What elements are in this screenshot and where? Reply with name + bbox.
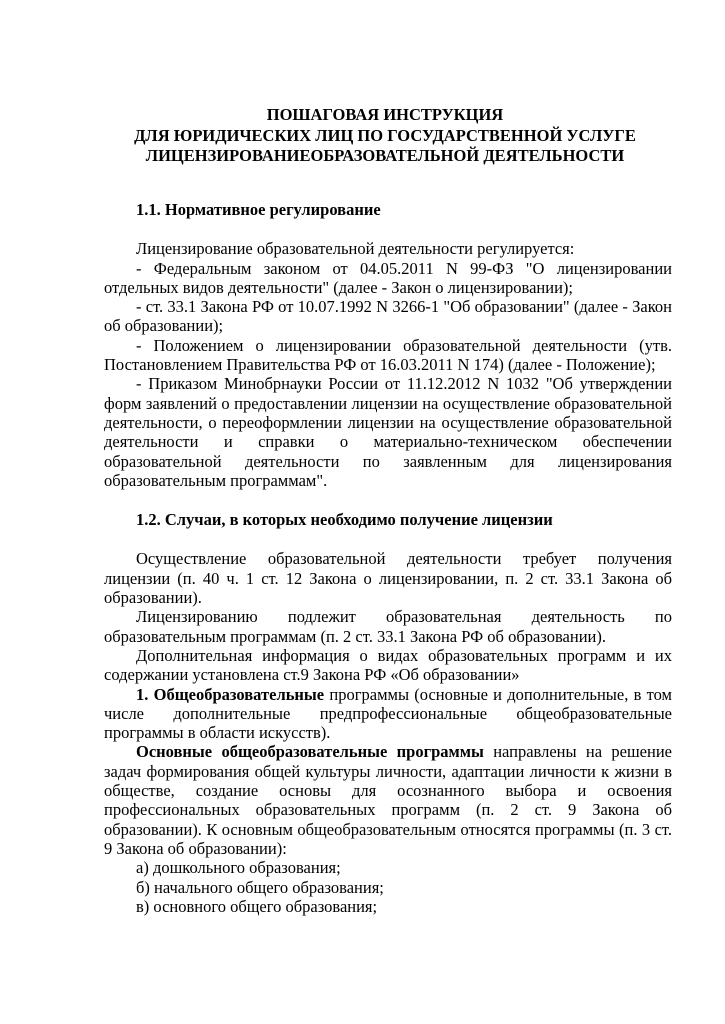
law-item-4: - Приказом Минобрнауки России от 11.12.2012 N 1032 "Об утверждении форм заявлений о предоставлении лицензии на осуществление образовательной деятельности, о переоформлении лицензии на осуществление образовательной деятельности и справки о материально-техническом обеспечении образовательной деятельности по заявленным для лицензирования образовательным программам". [104,374,672,490]
main-programs-label: Основные общеобразовательные программы [136,742,484,762]
paragraph-license-required: Осуществление образовательной деятельности требует получения лицензии (п. 40 ч. 1 ст. 12 Закона о лицензировании, п. 2 ст. 33.1 Закона об образовании). [104,549,672,608]
title-line-1: ПОШАГОВАЯ ИНСТРУКЦИЯ [266,105,504,124]
document-title [60,105,710,167]
paragraph-main-programs [104,742,672,858]
main-programs-text: направлены на решение задач формирования общей культуры личности, адаптации личности к жизни в обществе, создание основы для осознанного выбора и освоения профессиональных образовательных программ (п. 2 ст. 9 Закона об образовании). К основным общеобразовательным относятся программы (п. 3 ст. 9 Закона об образовании): [104,742,672,858]
paragraph-additional-info: Дополнительная информация о видах образовательных программ и их содержании установлена ст.9 Закона РФ «Об образовании» [104,645,672,685]
paragraph-general-programs [104,685,672,743]
paragraph-licensing-subject: Лицензированию подлежит образовательная деятельность по образовательным программам (п. 2 ст. 33.1 Закона РФ об образовании). [104,607,672,646]
general-programs-text: программы (основные и дополнительные, в том числе дополнительные предпрофессиональные общеобразовательные программы в области искусств). [104,684,673,743]
list-item-basic: в) основного общего образования; [136,896,378,916]
law-item-3: - Положением о лицензировании образовательной деятельности (утв. Постановлением Правительства РФ от 16.03.2011 N 174) (далее - Положение); [104,335,672,375]
title-line-2: ДЛЯ ЮРИДИЧЕСКИХ ЛИЦ ПО ГОСУДАРСТВЕННОЙ УСЛУГЕ [134,125,636,145]
list-item-preschool: а) дошкольного образования; [136,858,341,878]
general-programs-label: 1. Общеобразовательные [136,684,325,704]
law-item-2: - ст. 33.1 Закона РФ от 10.07.1992 N 3266-1 "Об образовании" (далее - Закон об образовании); [104,297,672,336]
title-line-3: ЛИЦЕНЗИРОВАНИЕОБРАЗОВАТЕЛЬНОЙ ДЕЯТЕЛЬНОСТИ [145,146,625,165]
list-item-primary: б) начального общего образования; [136,877,384,897]
law-item-1: - Федеральным законом от 04.05.2011 N 99-ФЗ "О лицензировании отдельных видов деятельности" (далее - Закон о лицензировании); [104,258,672,297]
section-heading-1-2: 1.2. Случаи, в которых необходимо получение лицензии [136,510,553,530]
document-body [104,200,672,916]
section-heading-1-1: 1.1. Нормативное регулирование [136,200,381,219]
section-1-intro: Лицензирование образовательной деятельности регулируется: [136,239,575,259]
